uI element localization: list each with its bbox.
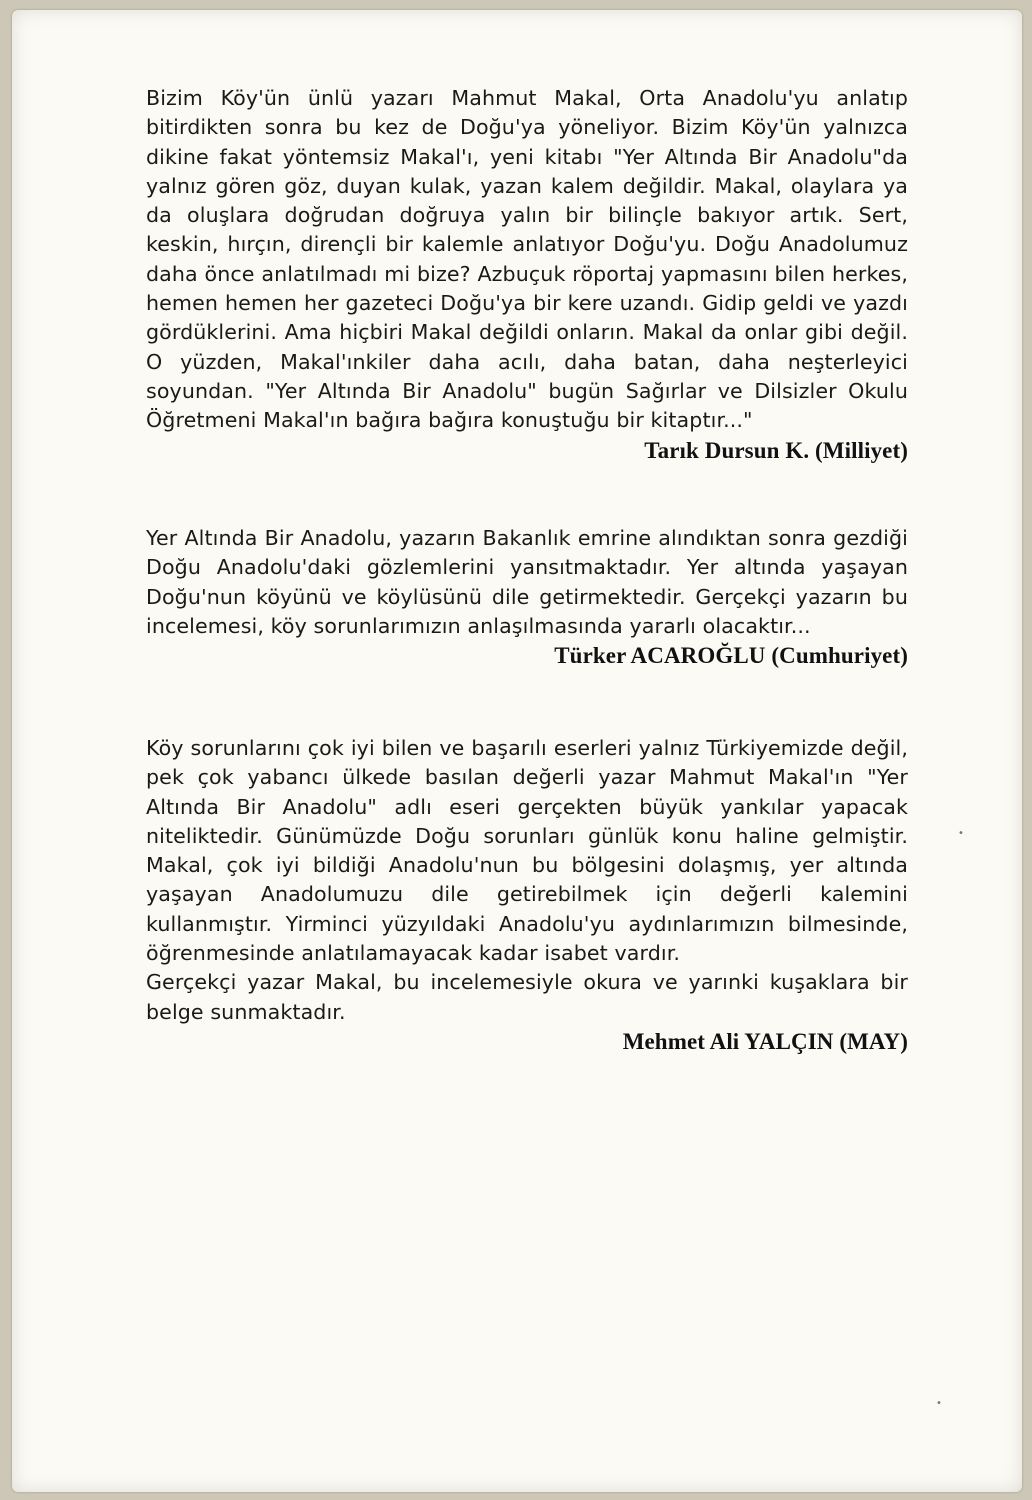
review-may [146,734,908,1057]
review-attribution: Tarık Dursun K. (Milliyet) [644,437,908,463]
review-paragraph: Bizim Köy'ün ünlü yazarı Mahmut Makal, Orta Anadolu'yu anlatıp bitirdikten sonra bu kez de Doğu'ya yöneliyor. Bizim Köy'ün yalnızca dikine fakat yöntemsiz Makal'ı, yeni kitabı "Yer Altında Bir Anadolu"da yalnız gören göz, duyan kulak, yazan kalem değildir. Makal, olaylara ya da oluşlara doğrudan doğruya yalın bir bilinçle bakıyor artık. Sert, keskin, hırçın, dirençli bir kalemle anlatıyor Doğu'yu. Doğu Anadolumuz daha önce anlatılmadı mi bize? Azbuçuk röportaj yapmasını bilen herkes, hemen hemen her gazeteci Doğu'ya bir kere uzandı. Gidip geldi ve yazdı gördüklerini. Ama hiçbiri Makal değildi onların. Makal da onlar gibi değil. O yüzden, Makal'ınkiler daha acılı, daha batan, daha neşterleyici soyundan. "Yer Altında Bir Anadolu" bugün Sağırlar ve Dilsizler Okulu Öğretmeni Makal'ın bağıra bağıra konuştuğu bir kitaptır..." [146,86,908,433]
review-paragraph: Köy sorunlarını çok iyi bilen ve başarılı eserleri yalnız Türkiyemizde değil, pek çok yabancı ülkede basılan değerli yazar Mahmut Makal'ın "Yer Altında Bir Anadolu" adlı eseri gerçekten büyük yankılar yapacak niteliktedir. Günümüzde Doğu sorunları günlük konu haline gelmiştir. Makal, çok iyi bildiği Anadolu'nun bu bölgesini dolaşmış, yer altında yaşayan Anadolumuzu dile getirebilmek için değerli kalemini kullanmıştır. Yirminci yüzyıldaki Anadolu'yu aydınlarımızın bilmesinde, öğrenmesinde anlatılamayacak kadar isabet vardır. [146,736,908,966]
review-cumhuriyet [146,524,908,671]
review-attribution: Türker ACAROĞLU (Cumhuriyet) [554,643,908,669]
review-attribution: Mehmet Ali YALÇIN (MAY) [622,1028,908,1054]
review-milliyet [146,84,908,466]
review-paragraph: Yer Altında Bir Anadolu, yazarın Bakanlık emrine alındıktan sonra gezdiği Doğu Anadolu'daki gözlemlerini yansıtmaktadır. Yer altında yaşayan Doğu'nun köyünü ve köylüsünü dile getirmektedir. Gerçekçi yazarın bu incelemesi, köy sorunlarımızın anlaşılmasında yararlı olacaktır... [146,526,908,638]
print-speck: • [958,828,964,839]
review-paragraph: Gerçekçi yazar Makal, bu incelemesiyle okura ve yarınki kuşaklara bir belge sunmaktadır. [146,970,908,1024]
print-speck: • [936,1398,942,1409]
